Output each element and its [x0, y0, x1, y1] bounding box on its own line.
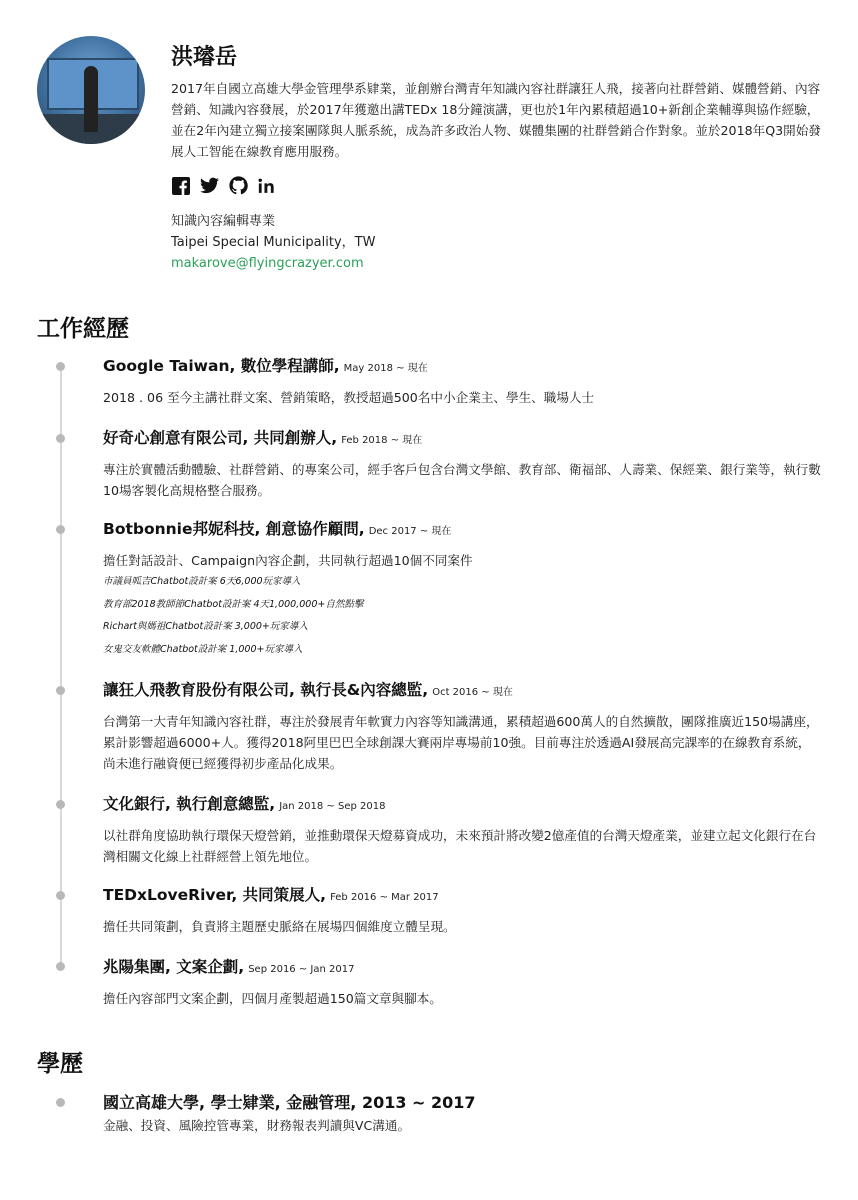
- timeline-line: [60, 366, 62, 966]
- experience-item: [103, 426, 823, 501]
- education-title: 國立高雄大學, 學士肄業, 金融管理, 2013 ~ 2017: [103, 1093, 476, 1112]
- experience-title: TEDxLoveRiver, 共同策展人, Feb 2016 ~ Mar 2017: [103, 886, 439, 904]
- timeline-dot: [56, 800, 65, 809]
- experience-item: [103, 955, 823, 1009]
- list-item: Richart與媽祖Chatbot設計案 3,000+玩家導入: [103, 621, 308, 633]
- github-icon[interactable]: [229, 176, 248, 195]
- profile-summary: 2017年自國立高雄大學金管理學系肄業，並創辦台灣青年知識內容社群讓狂人飛，接著向社群營銷、媒體營銷、內容營銷、知識內容發展，於2017年獲邀出講TEDx 18分鐘演講，更也於1年內累積超過10+新創企業輔導與協作經驗，並在2年內建立獨立接案團隊與人脈系統，成為許多政治人物、媒體集團的社群營銷合作對象。並於2018年Q3開始發展人工智能在線教育應用服務。: [171, 81, 821, 159]
- experience-desc: 擔任對話設計、Campaign內容企劃，共同執行超過10個不同案件: [103, 553, 473, 568]
- experience-item: [103, 883, 823, 937]
- education-item: [103, 1090, 823, 1136]
- profile-title: 知識內容編輯專業: [171, 214, 276, 229]
- experience-date: May 2018 ~ 現在: [343, 363, 428, 374]
- experience-desc: 專注於實體活動體驗、社群營銷、的專案公司，經手客戶包含台灣文學館、教育部、衛福部、人壽業、保經業、銀行業等，執行數10場客製化高規格整合服務。: [103, 462, 821, 498]
- experience-date: Sep 2016 ~ Jan 2017: [248, 964, 355, 975]
- list-item: 市議員呱吉Chatbot設計案 6天6,000玩家導入: [103, 576, 301, 587]
- facebook-icon[interactable]: [171, 176, 190, 195]
- experience-desc: 2018 . 06 至今主講社群文案、營銷策略，教授超過500名中小企業主、學生、職場人士: [103, 390, 595, 405]
- experience-title: Google Taiwan, 數位學程講師, May 2018 ~ 現在: [103, 357, 428, 375]
- experience-desc: 以社群角度協助執行環保天燈營銷，並推動環保天燈募資成功，未來預計將改變2億產值的台灣天燈產業，並建立起文化銀行在台灣相關文化線上社群經營上領先地位。: [103, 828, 817, 864]
- contact-info: [171, 211, 375, 274]
- timeline-dot: [56, 362, 65, 371]
- experience-date: Feb 2018 ~ 現在: [341, 435, 423, 446]
- experience-title: 兆陽集團, 文案企劃, Sep 2016 ~ Jan 2017: [103, 958, 355, 976]
- linkedin-icon[interactable]: [258, 176, 277, 195]
- experience-title: 文化銀行, 執行創意總監, Jan 2018 ~ Sep 2018: [103, 795, 386, 813]
- experience-heading: 工作經歷: [37, 316, 129, 342]
- list-item: 教育部2018教師節Chatbot設計案 4天1,000,000+自然點擊: [103, 598, 364, 610]
- profile-location: Taipei Special Municipality，TW: [171, 235, 376, 250]
- education-desc: 金融、投資、風險控管專業，財務報表判讀與VC溝通。: [103, 1118, 411, 1133]
- experience-desc: 台灣第一大青年知識內容社群，專注於發展青年軟實力內容等知識溝通，累積超過600萬人的自然擴散，團隊推廣近150場講座，累計影響超過6000+人。獲得2018阿里巴巴全球創課大賽兩岸專場前10強。目前專注於透過AI發展高完課率的在線教育系統，尚未進行融資便已經獲得初步產品化成果。: [103, 714, 819, 771]
- experience-date: Dec 2017 ~ 現在: [368, 526, 452, 537]
- timeline-dot: [56, 434, 65, 443]
- list-item: 女鬼交友軟體Chatbot設計案 1,000+玩家導入: [103, 643, 303, 655]
- profile-name: 洪璿岳: [171, 45, 238, 70]
- experience-item: [103, 354, 823, 408]
- experience-item: [103, 792, 823, 867]
- experience-date: Feb 2016 ~ Mar 2017: [330, 892, 439, 903]
- timeline-dot: [56, 525, 65, 534]
- timeline-dot: [56, 1098, 65, 1107]
- experience-title: 讓狂人飛教育股份有限公司, 執行長&內容總監, Oct 2016 ~ 現在: [103, 681, 513, 699]
- email-link[interactable]: makarove@flyingcrazyer.com: [171, 256, 364, 271]
- timeline-dot: [56, 686, 65, 695]
- timeline-dot: [56, 962, 65, 971]
- experience-item: [103, 517, 823, 661]
- avatar: [37, 36, 145, 144]
- education-heading: 學歷: [37, 1051, 83, 1077]
- experience-desc: 擔任共同策劃，負責將主題歷史脈絡在展場四個維度立體呈現。: [103, 919, 456, 934]
- experience-date: Oct 2016 ~ 現在: [432, 687, 513, 698]
- timeline-dot: [56, 891, 65, 900]
- experience-title: 好奇心創意有限公司, 共同創辦人, Feb 2018 ~ 現在: [103, 429, 423, 447]
- social-links: [171, 176, 277, 195]
- experience-desc: 擔任內容部門文案企劃，四個月產製超過150篇文章與腳本。: [103, 991, 442, 1006]
- twitter-icon[interactable]: [200, 176, 219, 195]
- experience-title: Botbonnie邦妮科技, 創意協作顧問, Dec 2017 ~ 現在: [103, 520, 452, 538]
- experience-date: Jan 2018 ~ Sep 2018: [279, 801, 386, 812]
- project-list: [103, 571, 823, 661]
- experience-item: [103, 678, 823, 774]
